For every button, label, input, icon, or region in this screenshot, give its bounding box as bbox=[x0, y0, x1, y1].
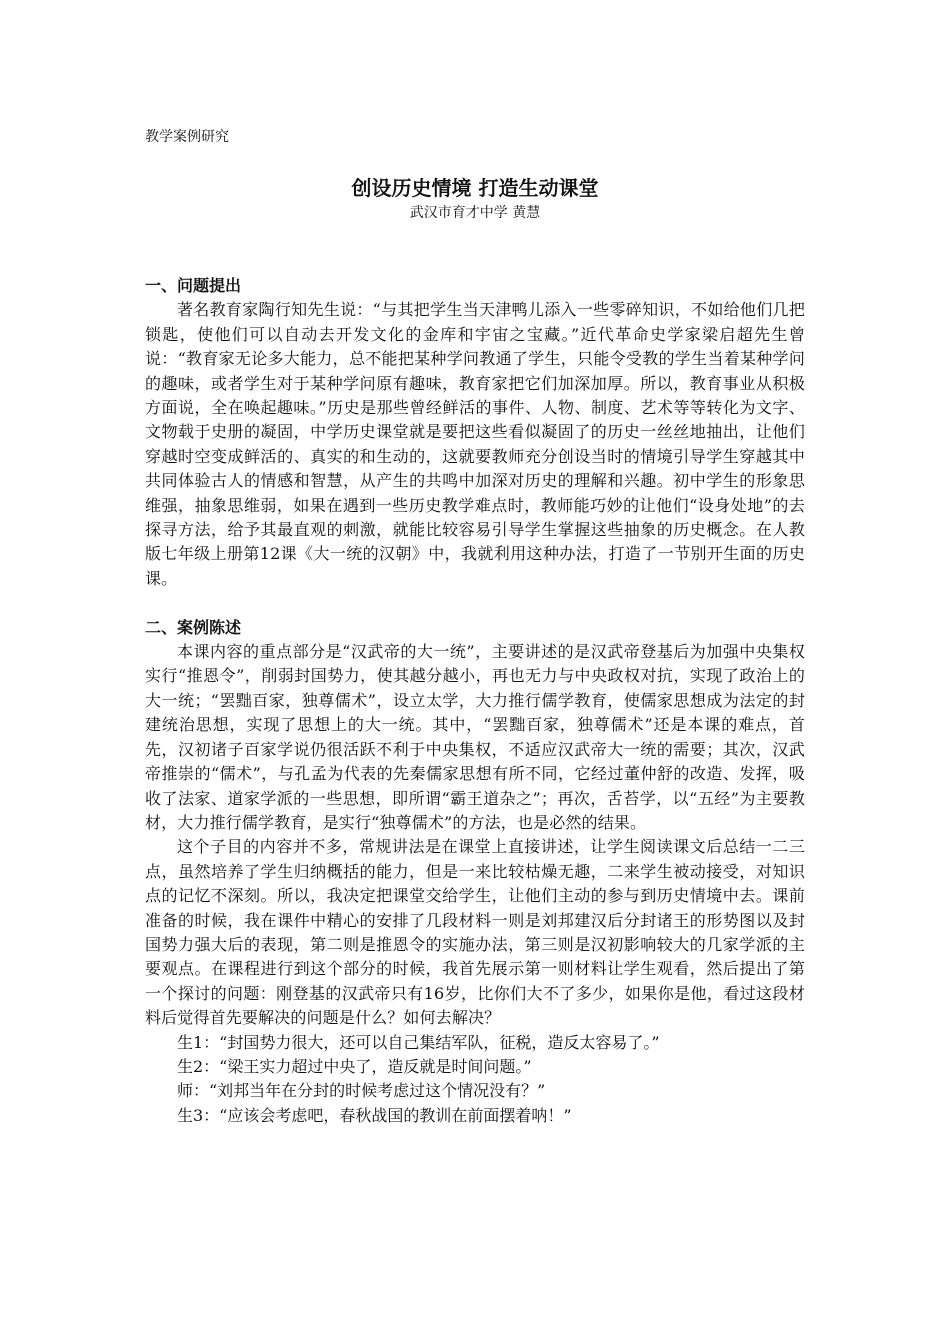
body-paragraph: 著名教育家陶行知先生说：“与其把学生当天津鸭儿添入一些零碎知识，不如给他们几把锁匙，使他们可以自动去开发文化的金库和宇宙之宝藏。”近代革命史学家梁启超先生曾说：“教育家无论多大能力，总不能把某种学问教通了学生，只能令受教的学生当着某种学问的趣味，或者学生对于某种学问原有趣味，教育家把它们加深加厚。所以，教育事业从积极方面说，全在唤起趣味。”历史是那些曾经鲜活的事件、人物、制度、艺术等等转化为文字、文物载于史册的凝固，中学历史课堂就是要把这些看似凝固了的历史一丝丝地抽出，让他们穿越时空变成鲜活的、真实的和生动的，这就要教师充分创设当时的情境引导学生穿越其中共同体验古人的情感和智慧，从产生的共鸣中加深对历史的理解和兴趣。初中学生的形象思维强，抽象思维弱，如果在遇到一些历史教学难点时，教师能巧妙的让他们“设身处地”的去探寻方法，给予其最直观的刺激，就能比较容易引导学生掌握这些抽象的历史概念。在人教版七年级上册第12课《大一统的汉朝》中，我就利用这种办法，打造了一节别开生面的历史课。 bbox=[145, 300, 805, 588]
dialogue-line: 生3：“应该会考虑吧，春秋战国的教训在前面摆着呐！” bbox=[177, 1105, 572, 1125]
document-title: 创设历史情境 打造生动课堂 bbox=[351, 176, 599, 200]
dialogue-line: 生1：“封国势力很大，还可以自己集结军队，征税，造反太容易了。” bbox=[177, 1032, 660, 1052]
dialogue-line: 师：“刘邦当年在分封的时候考虑过这个情况没有？” bbox=[177, 1081, 546, 1101]
running-header: 教学案例研究 bbox=[145, 129, 229, 145]
dialogue-line: 生2：“梁王实力超过中央了，造反就是时间问题。” bbox=[177, 1056, 532, 1076]
document-body bbox=[145, 274, 805, 1128]
author-byline: 武汉市育才中学 黄慧 bbox=[409, 205, 541, 221]
section-heading: 一、问题提出 bbox=[145, 276, 242, 295]
body-paragraph: 这个子目的内容并不多，常规讲法是在课堂上直接讲述，让学生阅读课文后总结一二三点，虽然培养了学生归纳概括的能力，但是一来比较枯燥无趣，二来学生被动接受，对知识点的记忆不深刻。所以，我决定把课堂交给学生，让他们主动的参与到历史情境中去。课前准备的时候，我在课件中精心的安排了几段材料一则是刘邦建汉后分封诸王的形势图以及封国势力强大后的表现，第二则是推恩令的实施办法，第三则是汉初影响较大的几家学派的主要观点。在课程进行到这个部分的时候，我首先展示第一则材料让学生观看，然后提出了第一个探讨的问题：刚登基的汉武帝只有16岁，比你们大不了多少，如果你是他，看过这段材料后觉得首先要解决的问题是什么？如何去解决？ bbox=[145, 837, 805, 1028]
section-spacer bbox=[145, 591, 805, 615]
body-paragraph: 本课内容的重点部分是“汉武帝的大一统”，主要讲述的是汉武帝登基后为加强中央集权实行“推恩令”，削弱封国势力，使其越分越小，再也无力与中央政权对抗，实现了政治上的大一统；“罢黜百家，独尊儒术”，设立太学，大力推行儒学教育，使儒家思想成为法定的封建统治思想，实现了思想上的大一统。其中，“罢黜百家，独尊儒术”还是本课的难点，首先，汉初诸子百家学说仍很活跃不利于中央集权，不适应汉武帝大一统的需要；其次，汉武帝推崇的“儒术”，与孔孟为代表的先秦儒家思想有所不同，它经过董仲舒的改造、发挥，吸收了法家、道家学派的一些思想，即所谓“霸王道杂之”；再次，舌苔学，以“五经”为主要教材，大力推行儒学教育，是实行“独尊儒术”的方法，也是必然的结果。 bbox=[145, 642, 805, 832]
section-case bbox=[145, 616, 805, 1129]
section-heading: 二、案例陈述 bbox=[145, 617, 242, 637]
section-problem bbox=[145, 274, 805, 591]
